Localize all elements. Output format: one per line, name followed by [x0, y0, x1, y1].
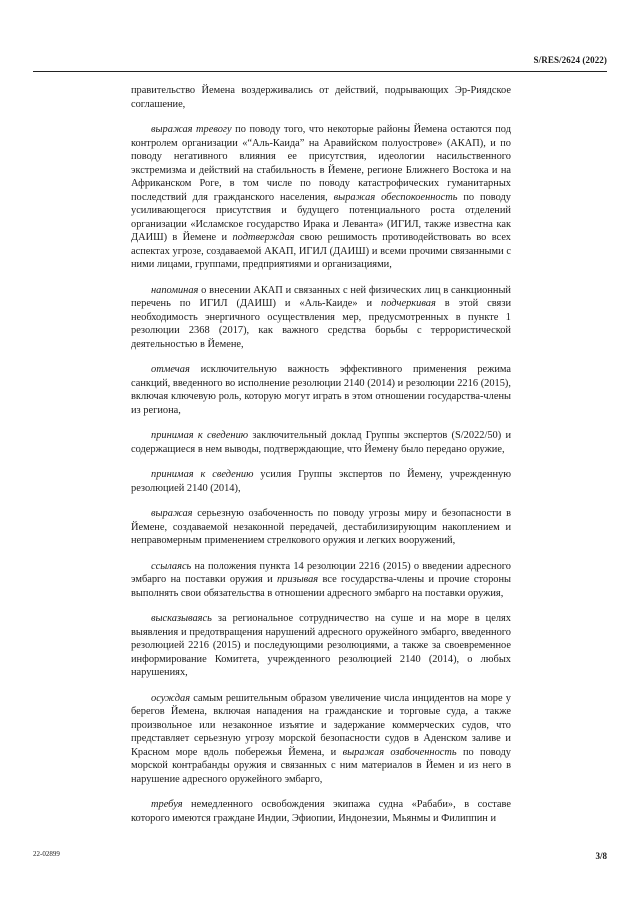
- paragraph-text: все государства-члены и прочие стороны выполнять свои обязательства в отношении адресного эмбарго на поставки оружия,: [131, 574, 511, 599]
- italic-phrase: высказываясь: [151, 613, 212, 624]
- paragraph-text: самым решительным образом увеличение числа инцидентов на море у берегов Йемена, включая нападения на гражданские и торговые суда, а также произвольное или незаконное изъятие и задержание коммерческих судов, что представляет серьезную угрозу морской безопасности судов в Аденском заливе и Красном море вдоль побережья Йемена, и: [131, 692, 511, 758]
- paragraph-text: серьезную озабоченность по поводу угрозы миру и безопасности в Йемене, создаваемой незаконной передачей, дестабилизирующим накоплением и неправомерным применением стрелкового оружия и легких вооружений,: [131, 508, 511, 546]
- paragraph: [131, 560, 511, 601]
- paragraph: [131, 284, 511, 352]
- paragraph: [131, 468, 511, 495]
- italic-phrase: выражая тревогу: [151, 124, 232, 135]
- paragraph-text: на положения пункта 14 резолюции 2216 (2015) о введении адресного эмбарго на поставки оружия и: [131, 560, 511, 585]
- document-reference: S/RES/2624 (2022): [533, 55, 607, 65]
- paragraph: [131, 798, 511, 825]
- paragraph-text: за региональное сотрудничество на суше и на море в целях выявления и предотвращения нарушений адресного оружейного эмбарго, введенного резолюцией 2216 (2015) и последующими резолюциями, а также за своевременное информирование Комитета, учрежденного резолюцией 2140 (2014), о любых нарушениях,: [131, 613, 511, 678]
- paragraph: [131, 507, 511, 548]
- paragraph-text: правительство Йемена воздерживались от действий, подрывающих Эр-Риядское соглашение,: [131, 85, 511, 110]
- italic-phrase: выражая озабоченность: [342, 746, 457, 758]
- italic-phrase: подтверждая: [232, 232, 295, 243]
- italic-phrase: призывая: [276, 574, 319, 585]
- paragraph: [131, 429, 511, 456]
- paragraph: [131, 692, 511, 787]
- italic-phrase: отмечая: [151, 364, 190, 375]
- page-number: 3/8: [595, 851, 607, 861]
- paragraph-text: свою решимость противодействовать во всех аспектах угрозе, создаваемой АКАП, ИГИЛ (ДАИШ) и всеми прочими связанными с ними лицами, группами, предприятиями и организациями,: [131, 232, 512, 270]
- italic-phrase: подчеркивая: [381, 298, 436, 309]
- italic-phrase: требуя: [151, 799, 183, 810]
- paragraph-text: исключительную важность эффективного применения режима санкций, введенного во исполнение резолюции 2140 (2014) и резолюции 2216 (2015), включая ключевую роль, которую могут играть в этом отношении государства-члены из региона,: [131, 364, 511, 416]
- paragraph-text: заключительный доклад Группы экспертов (S/2022/50) и содержащиеся в нем выводы, подтверждающие, что Йемену было передано оружие,: [131, 430, 512, 455]
- document-body: [131, 84, 511, 837]
- paragraph: [131, 363, 511, 417]
- paragraph: [131, 84, 511, 111]
- paragraph-text: усилия Группы экспертов по Йемену, учрежденную резолюцией 2140 (2014),: [131, 469, 512, 494]
- paragraph-text: в этой связи необходимость энергичного осуществления мер, предусмотренных в пункте 1 резолюции 2368 (2017), как важного средства борьбы с террористической деятельностью в Йемене,: [131, 298, 511, 350]
- italic-phrase: принимая к сведению: [151, 469, 254, 480]
- italic-phrase: ссылаясь: [151, 560, 192, 572]
- italic-phrase: принимая к сведению: [151, 430, 249, 441]
- paragraph-text: немедленного освобождения экипажа судна «Рабаби», в составе которого имеются граждане Индии, Эфиопии, Индонезии, Мьянмы и Филиппин и: [131, 799, 511, 824]
- italic-phrase: осуждая: [151, 692, 191, 704]
- document-code: 22-02899: [33, 850, 60, 858]
- italic-phrase: выражая: [151, 508, 193, 519]
- italic-phrase: напоминая: [151, 284, 199, 296]
- paragraph: [131, 612, 511, 680]
- paragraph-text: по поводу усиливающегося присутствия и будущего потенциального роста отделений организации «Исламское государство Ирака и Леванта» (ИГИЛ, также известна как ДАИШ) в Йемене и: [131, 191, 511, 243]
- paragraph-text: о внесении АКАП и связанных с ней физических лиц в санкционный перечень по ИГИЛ (ДАИШ) и «Аль-Каиде» и: [131, 284, 511, 309]
- paragraph-text: по поводу морской контрабанды оружия и связанных с ним материалов в Йемен и из него в нарушение адресного оружейного эмбарго,: [131, 746, 511, 785]
- paragraph: [131, 123, 511, 272]
- paragraph-text: по поводу того, что некоторые районы Йемена остаются под контролем организации «“Аль-Каида” на Аравийском полуострове» (АКАП), и по поводу негативного влияния ее присутствия, идеологии насильственного экстремизма и действий на стабильность в Йемене, регионе Ближнего Востока и на Африканском Роге, в том числе по поводу катастрофических гуманитарных последствий для гражданского населения,: [131, 124, 511, 203]
- italic-phrase: выражая обеспокоенность: [333, 191, 458, 203]
- header-divider: [33, 71, 607, 72]
